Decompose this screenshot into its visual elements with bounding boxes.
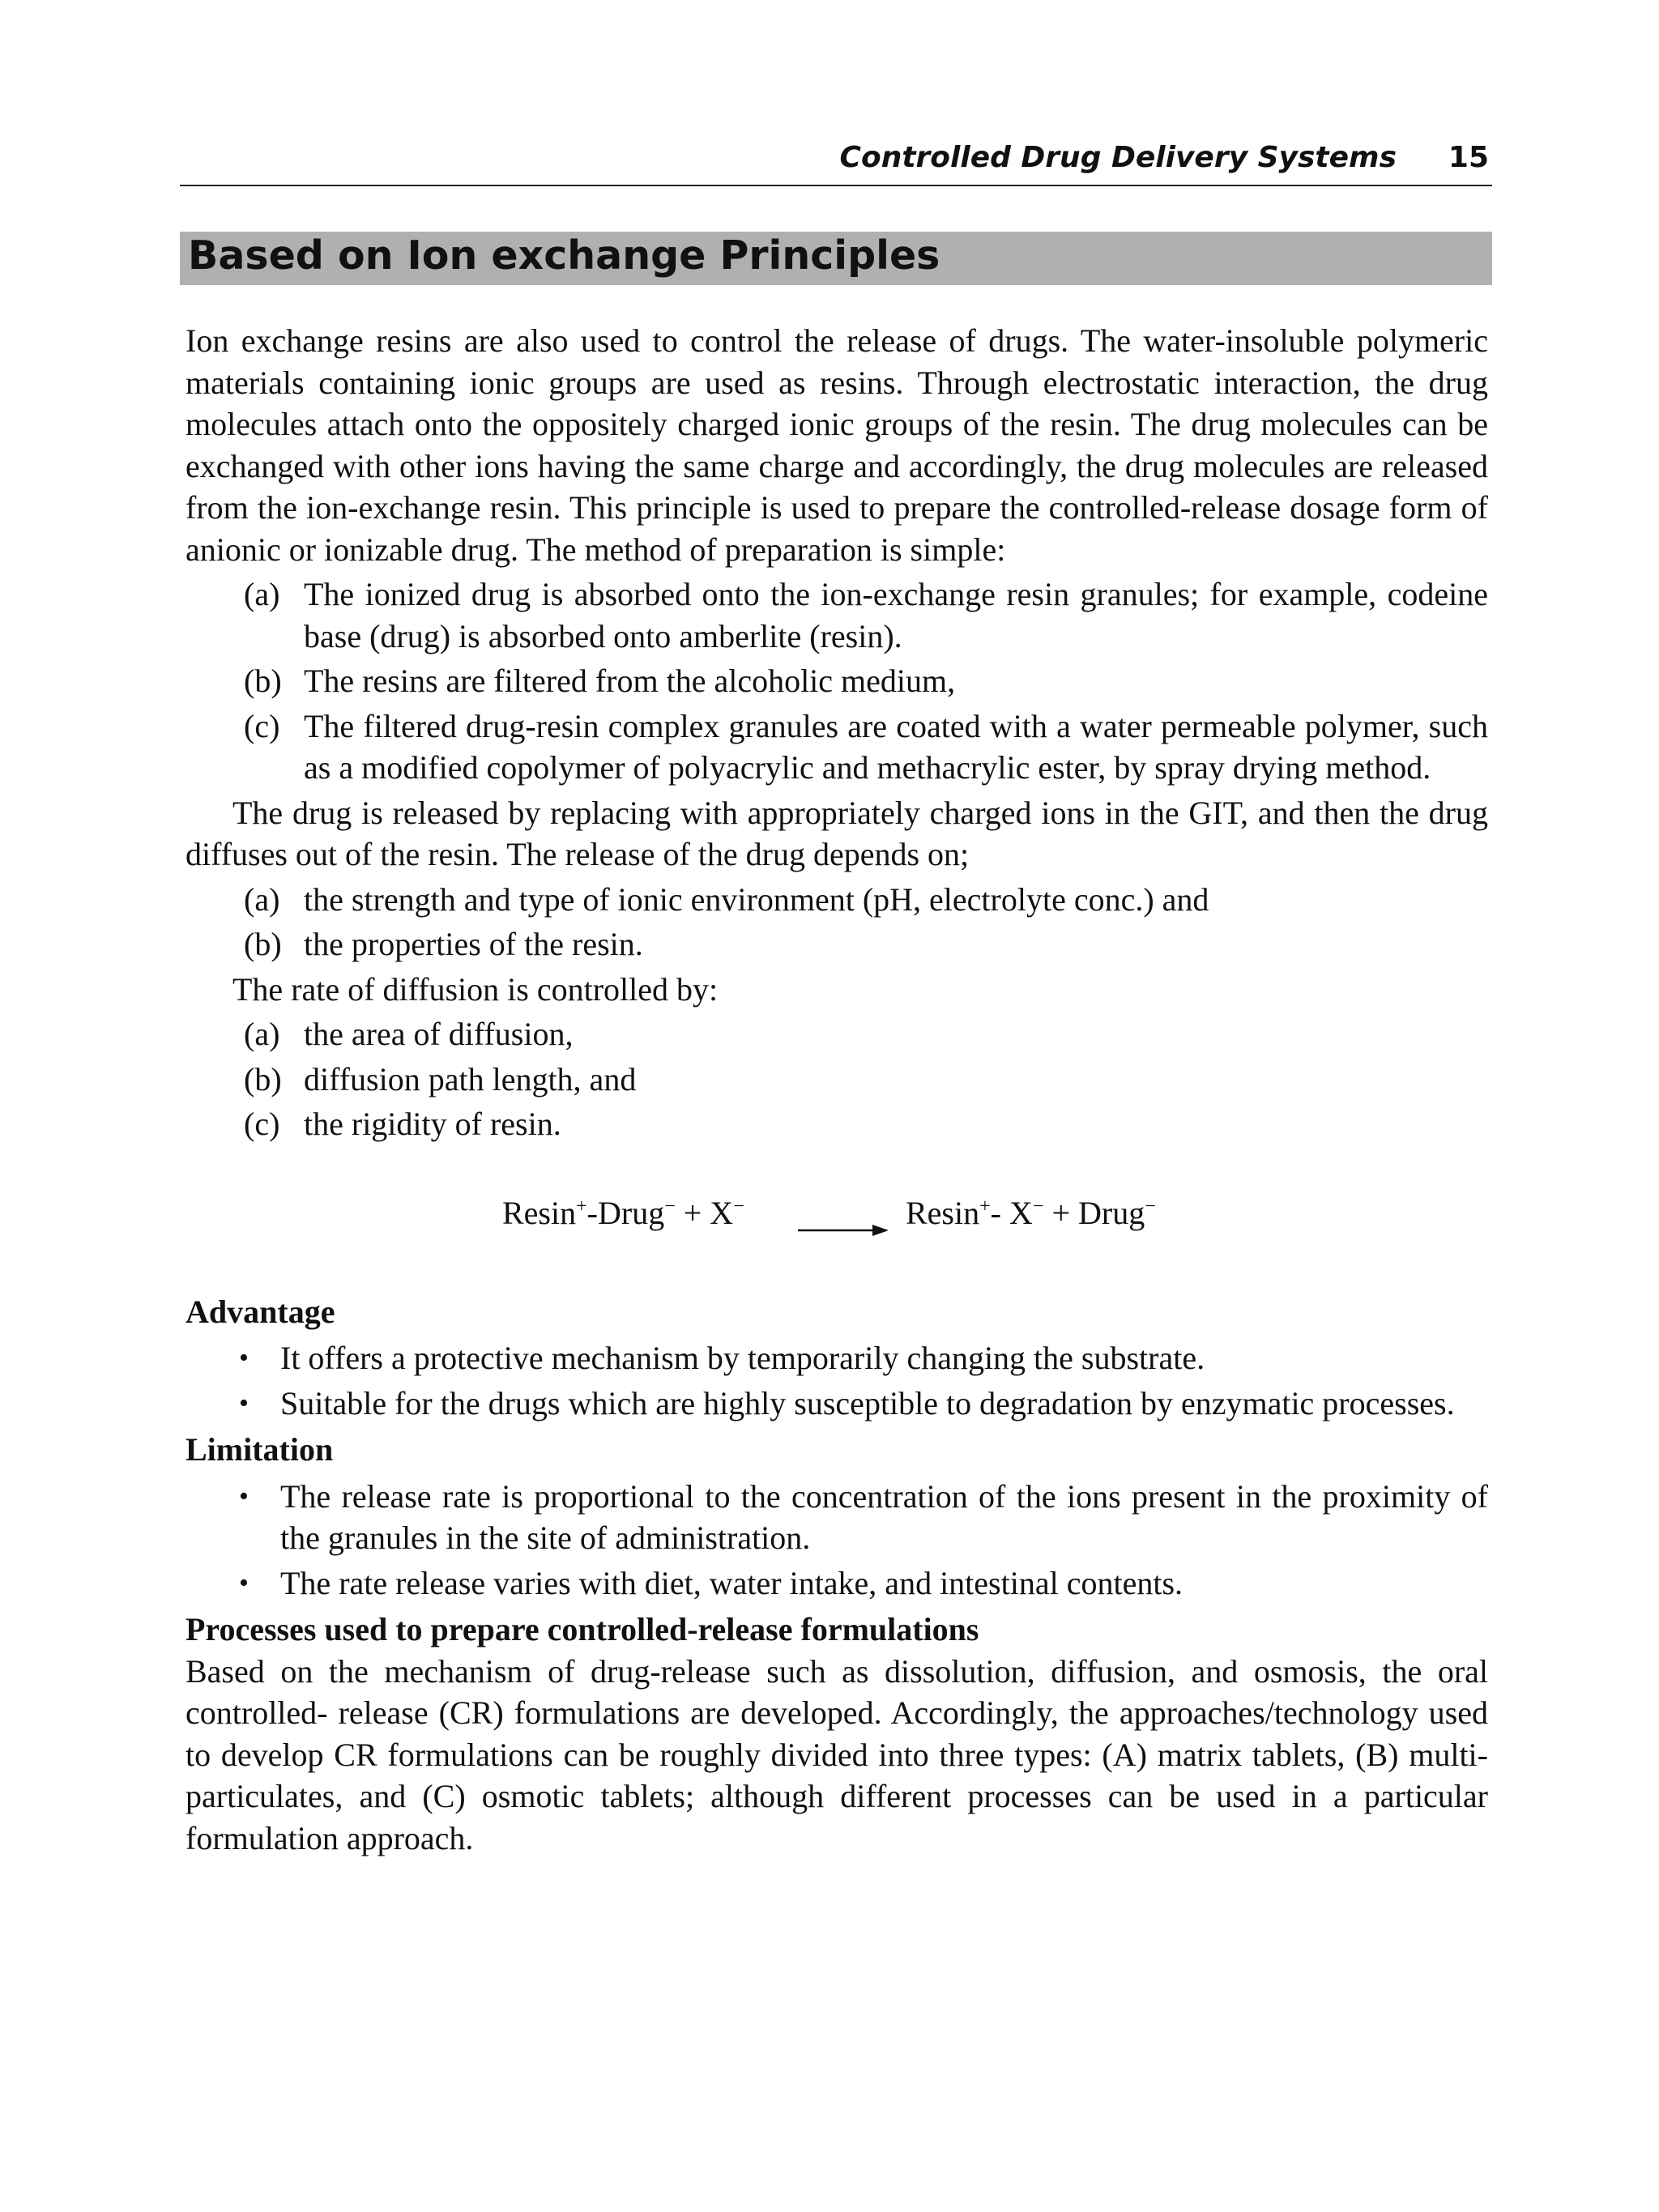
page-content [186,320,1488,1859]
list-marker: (a) [244,576,280,612]
eq-charge: − [1145,1196,1156,1217]
intro-paragraph: Ion exchange resins are also used to control the release of drugs. The water-insoluble polymeric materials containing ionic groups are used as resins. Through electrostatic interaction, the drug molecules attach onto the oppositely charged ionic groups of the resin. The drug molecules can be exchanged with other ions having the same charge and accordingly, the drug molecules are released from the ion-exchange resin. This principle is used to prepare the controlled-release dosage form of anionic or ionizable drug. The method of preparation is simple: [186,322,1488,568]
limitation-list [186,1476,1488,1605]
list-item-text: diffusion path length, and [304,1060,637,1097]
list-item [186,1383,1488,1425]
list-marker: (b) [244,926,282,962]
list-marker: (b) [244,663,282,699]
eq-charge: + [576,1196,587,1217]
eq-drug: + Drug [1043,1194,1145,1231]
bullet-icon: • [239,1343,249,1373]
list-marker: (c) [244,1106,280,1142]
bullet-icon: • [239,1387,249,1418]
diffusion-factors-list [186,1013,1488,1145]
list-item-text: The ionized drug is absorbed onto the ion-exchange resin granules; for example, codeine base (drug) is absorbed onto amberlite (resin). [304,576,1488,654]
advantage-list [186,1337,1488,1424]
bullet-icon: • [239,1481,249,1511]
ion-exchange-equation [186,1179,1488,1268]
equation-products [906,1192,1156,1234]
diffusion-intro: The rate of diffusion is controlled by: [232,970,719,1008]
page-number: 15 [1448,141,1489,174]
eq-counter-ion: + X [675,1194,734,1231]
list-item-text: The resins are filtered from the alcoholic medium, [304,663,956,699]
list-item [186,1476,1488,1559]
list-item-text: The filtered drug-resin complex granules are coated with a water permeable polymer, such as a modified copolymer of polyacrylic and methacrylic ester, by spray drying method. [304,707,1488,786]
list-item [186,879,1488,921]
eq-charge: − [1032,1196,1044,1217]
list-item-text: the strength and type of ionic environment (pH, electrolyte conc.) and [304,880,1209,918]
list-item-text: The release rate is proportional to the concentration of the ions present in the proximity of the granules in the site of administration. [280,1477,1488,1556]
list-item [186,660,1488,702]
limitation-heading: Limitation [186,1431,334,1468]
eq-charge: − [733,1196,744,1217]
running-header [180,136,1492,186]
list-item-text: It offers a protective mechanism by temporarily changing the substrate. [280,1340,1205,1376]
list-item-text: The rate release varies with diet, water intake, and intestinal contents. [280,1564,1183,1601]
release-paragraph: The drug is released by replacing with appropriately charged ions in the GIT, and then the drug diffuses out of the resin. The release of the drug depends on; [186,794,1488,872]
list-item [186,1337,1488,1379]
list-marker: (a) [244,1016,280,1052]
processes-heading: Processes used to prepare controlled-release formulations [186,1611,979,1647]
list-item [186,923,1488,965]
running-title: Controlled Drug Delivery Systems [839,141,1397,174]
reaction-arrow-icon [798,1206,889,1248]
list-item [186,705,1488,789]
list-item [186,1059,1488,1101]
bullet-icon: • [239,1567,249,1598]
list-item-text: the area of diffusion, [304,1016,574,1052]
list-marker: (c) [244,707,280,744]
list-item [186,1103,1488,1145]
eq-drug: -Drug [586,1194,665,1231]
section-title: Based on Ion exchange Principles [188,232,940,279]
list-item-text: Suitable for the drugs which are highly susceptible to degradation by enzymatic processes. [280,1384,1455,1421]
list-item [186,573,1488,657]
list-item-text: the rigidity of resin. [304,1106,561,1142]
advantage-heading: Advantage [186,1293,335,1330]
list-marker: (b) [244,1060,282,1097]
list-item [186,1013,1488,1055]
eq-resin: Resin [906,1194,980,1231]
equation-reactants [502,1192,744,1234]
list-marker: (a) [244,880,280,918]
preparation-steps-list [186,573,1488,789]
list-item-text: the properties of the resin. [304,926,643,962]
eq-charge: − [664,1196,676,1217]
release-factors-list [186,879,1488,965]
section-heading-band [180,232,1492,285]
eq-resin: Resin [502,1194,577,1231]
processes-paragraph: Based on the mechanism of drug-release such as dissolution, diffusion, and osmosis, the oral controlled- release (CR) formulations are developed. Accordingly, the approaches/technology used to develop CR formulations can be roughly divided into three types: (A) matrix tablets, (B) multi-particulates, and (C) osmotic tablets; although different processes can be used in a particular formulation approach. [186,1652,1488,1856]
eq-counter-ion: - X [990,1194,1033,1231]
list-item [186,1562,1488,1605]
eq-charge: + [979,1196,991,1217]
